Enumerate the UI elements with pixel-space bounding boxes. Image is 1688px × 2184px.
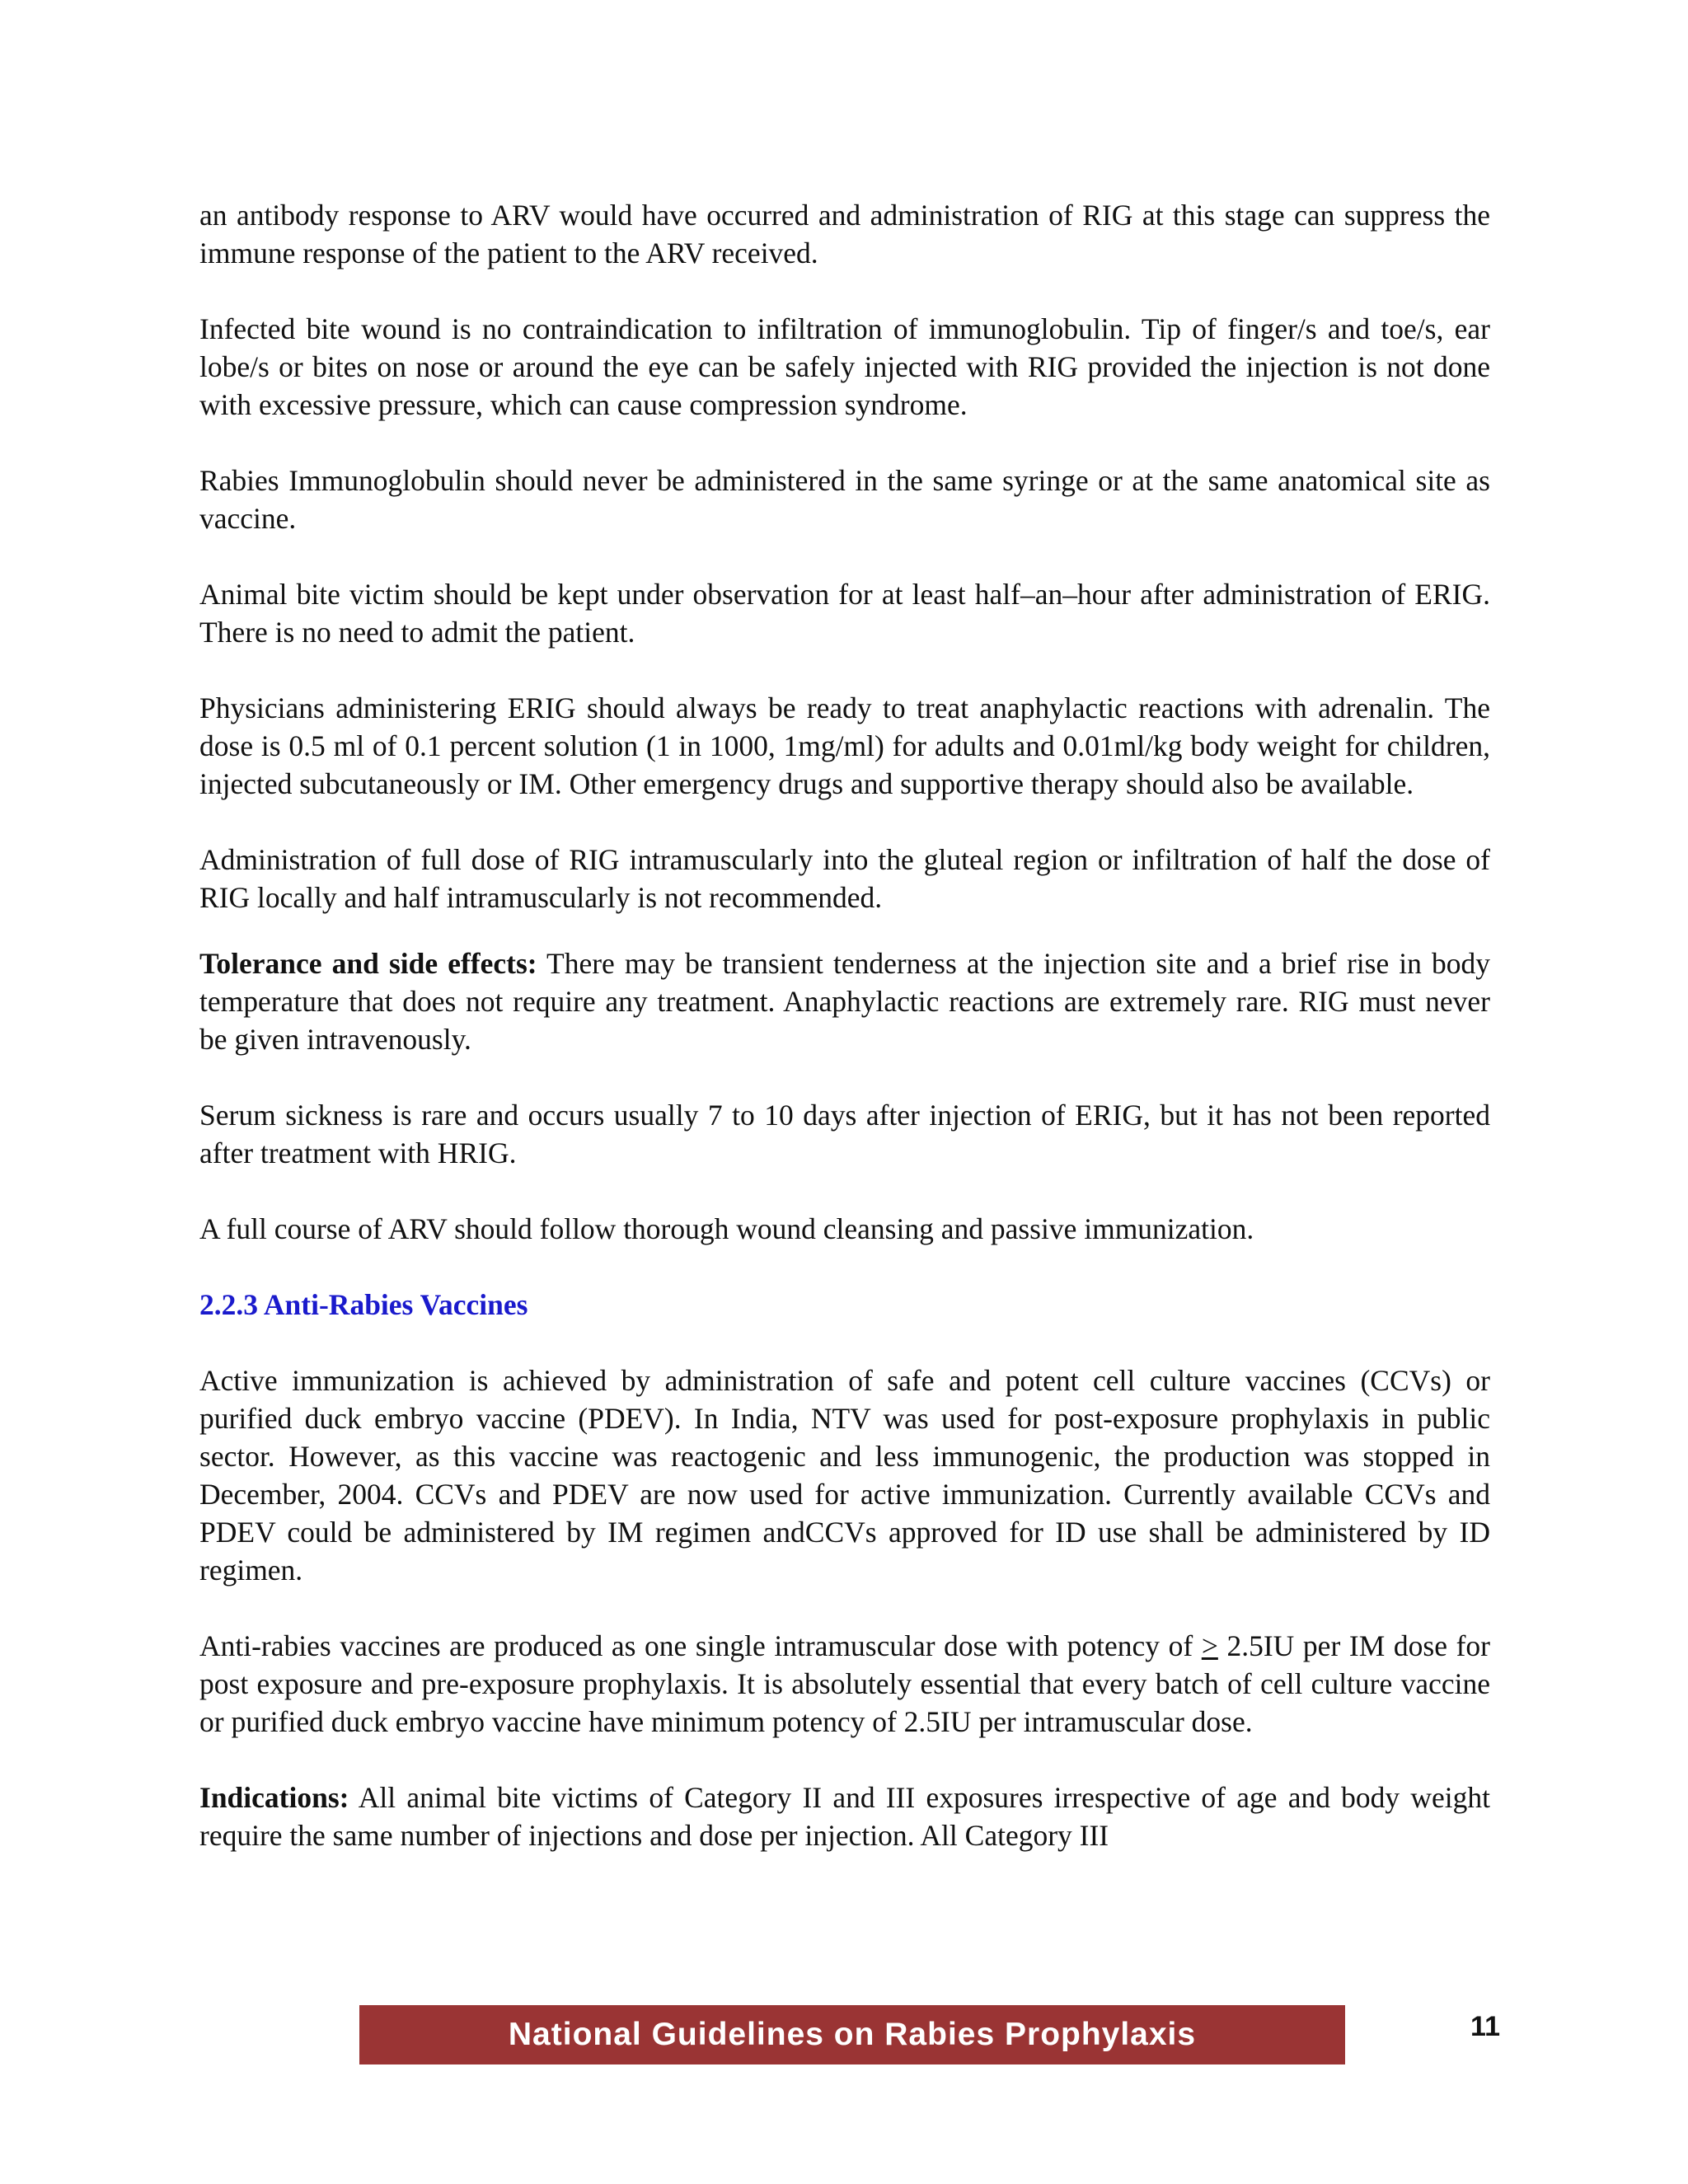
tolerance-text: There may be transient tenderness at the injection site and a brief rise in body temperature that does not require any treatment. Anaphylactic reactions are extremely rare. RIG must never be given intravenously. bbox=[199, 947, 1490, 1056]
indications-label: Indications: bbox=[199, 1781, 349, 1814]
paragraph: Physicians administering ERIG should always be ready to treat anaphylactic reactions with adrenalin. The dose is 0.5 ml of 0.1 percent solution (1 in 1000, 1mg/ml) for adults and 0.01ml/kg body weight for children, injected subcutaneously or IM. Other emergency drugs and supportive therapy should also be available. bbox=[199, 691, 1490, 800]
paragraph: Animal bite victim should be kept under observation for at least half–an–hour after administration of ERIG. There is no need to admit the patient. bbox=[199, 578, 1490, 649]
paragraph: Infected bite wound is no contraindication to infiltration of immunoglobulin. Tip of finger/s and toe/s, ear lobe/s or bites on nose or around the eye can be safely injected with RIG provided the injection is not done with excessive pressure, which can cause compression syndrome. bbox=[199, 312, 1490, 421]
paragraph: Active immunization is achieved by administration of safe and potent cell culture vaccines (CCVs) or purified duck embryo vaccine (PDEV). In India, NTV was used for post-exposure prophylaxis in public sector. However, as this vaccine was reactogenic and less immunogenic, the production was stopped in December, 2004. CCVs and PDEV are now used for active immunization. Currently available CCVs and PDEV could be administered by IM regimen andCCVs approved for ID use shall be administered by ID regimen. bbox=[199, 1364, 1490, 1586]
document-body bbox=[199, 196, 1490, 1892]
paragraph: Serum sickness is rare and occurs usually 7 to 10 days after injection of ERIG, but it has not been reported after treatment with HRIG. bbox=[199, 1099, 1490, 1169]
paragraph: Rabies Immunoglobulin should never be administered in the same syringe or at the same anatomical site as vaccine. bbox=[199, 464, 1490, 535]
paragraph-tolerance bbox=[199, 944, 1490, 1058]
paragraph: Administration of full dose of RIG intramuscularly into the gluteal region or infiltration of half the dose of RIG locally and half intramuscularly is not recommended. bbox=[199, 843, 1490, 914]
indications-text: All animal bite victims of Category II and III exposures irrespective of age and body weight require the same number of injections and dose per injection. All Category III bbox=[199, 1781, 1490, 1852]
paragraph-indications bbox=[199, 1779, 1490, 1854]
potency-text-after: 2.5IU per IM dose for post exposure and pre-exposure prophylaxis. It is absolutely essential that every batch of cell culture vaccine or purified duck embryo vaccine have minimum potency of 2.5IU per intramuscular dose. bbox=[199, 1629, 1491, 1738]
footer-title-bar: National Guidelines on Rabies Prophylaxis bbox=[359, 2005, 1345, 2064]
potency-text-before: Anti-rabies vaccines are produced as one single intramuscular dose with potency of bbox=[199, 1629, 1202, 1662]
section-heading: 2.2.3 Anti-Rabies Vaccines bbox=[199, 1288, 528, 1321]
greater-equal-symbol: > bbox=[1201, 1629, 1218, 1662]
paragraph: A full course of ARV should follow thorough wound cleansing and passive immunization. bbox=[199, 1212, 1254, 1245]
page-number: 11 bbox=[1470, 2011, 1500, 2042]
paragraph-potency bbox=[199, 1627, 1490, 1741]
tolerance-label: Tolerance and side effects: bbox=[199, 947, 537, 980]
paragraph: an antibody response to ARV would have occurred and administration of RIG at this stage can suppress the immune response of the patient to the ARV received. bbox=[199, 199, 1490, 269]
